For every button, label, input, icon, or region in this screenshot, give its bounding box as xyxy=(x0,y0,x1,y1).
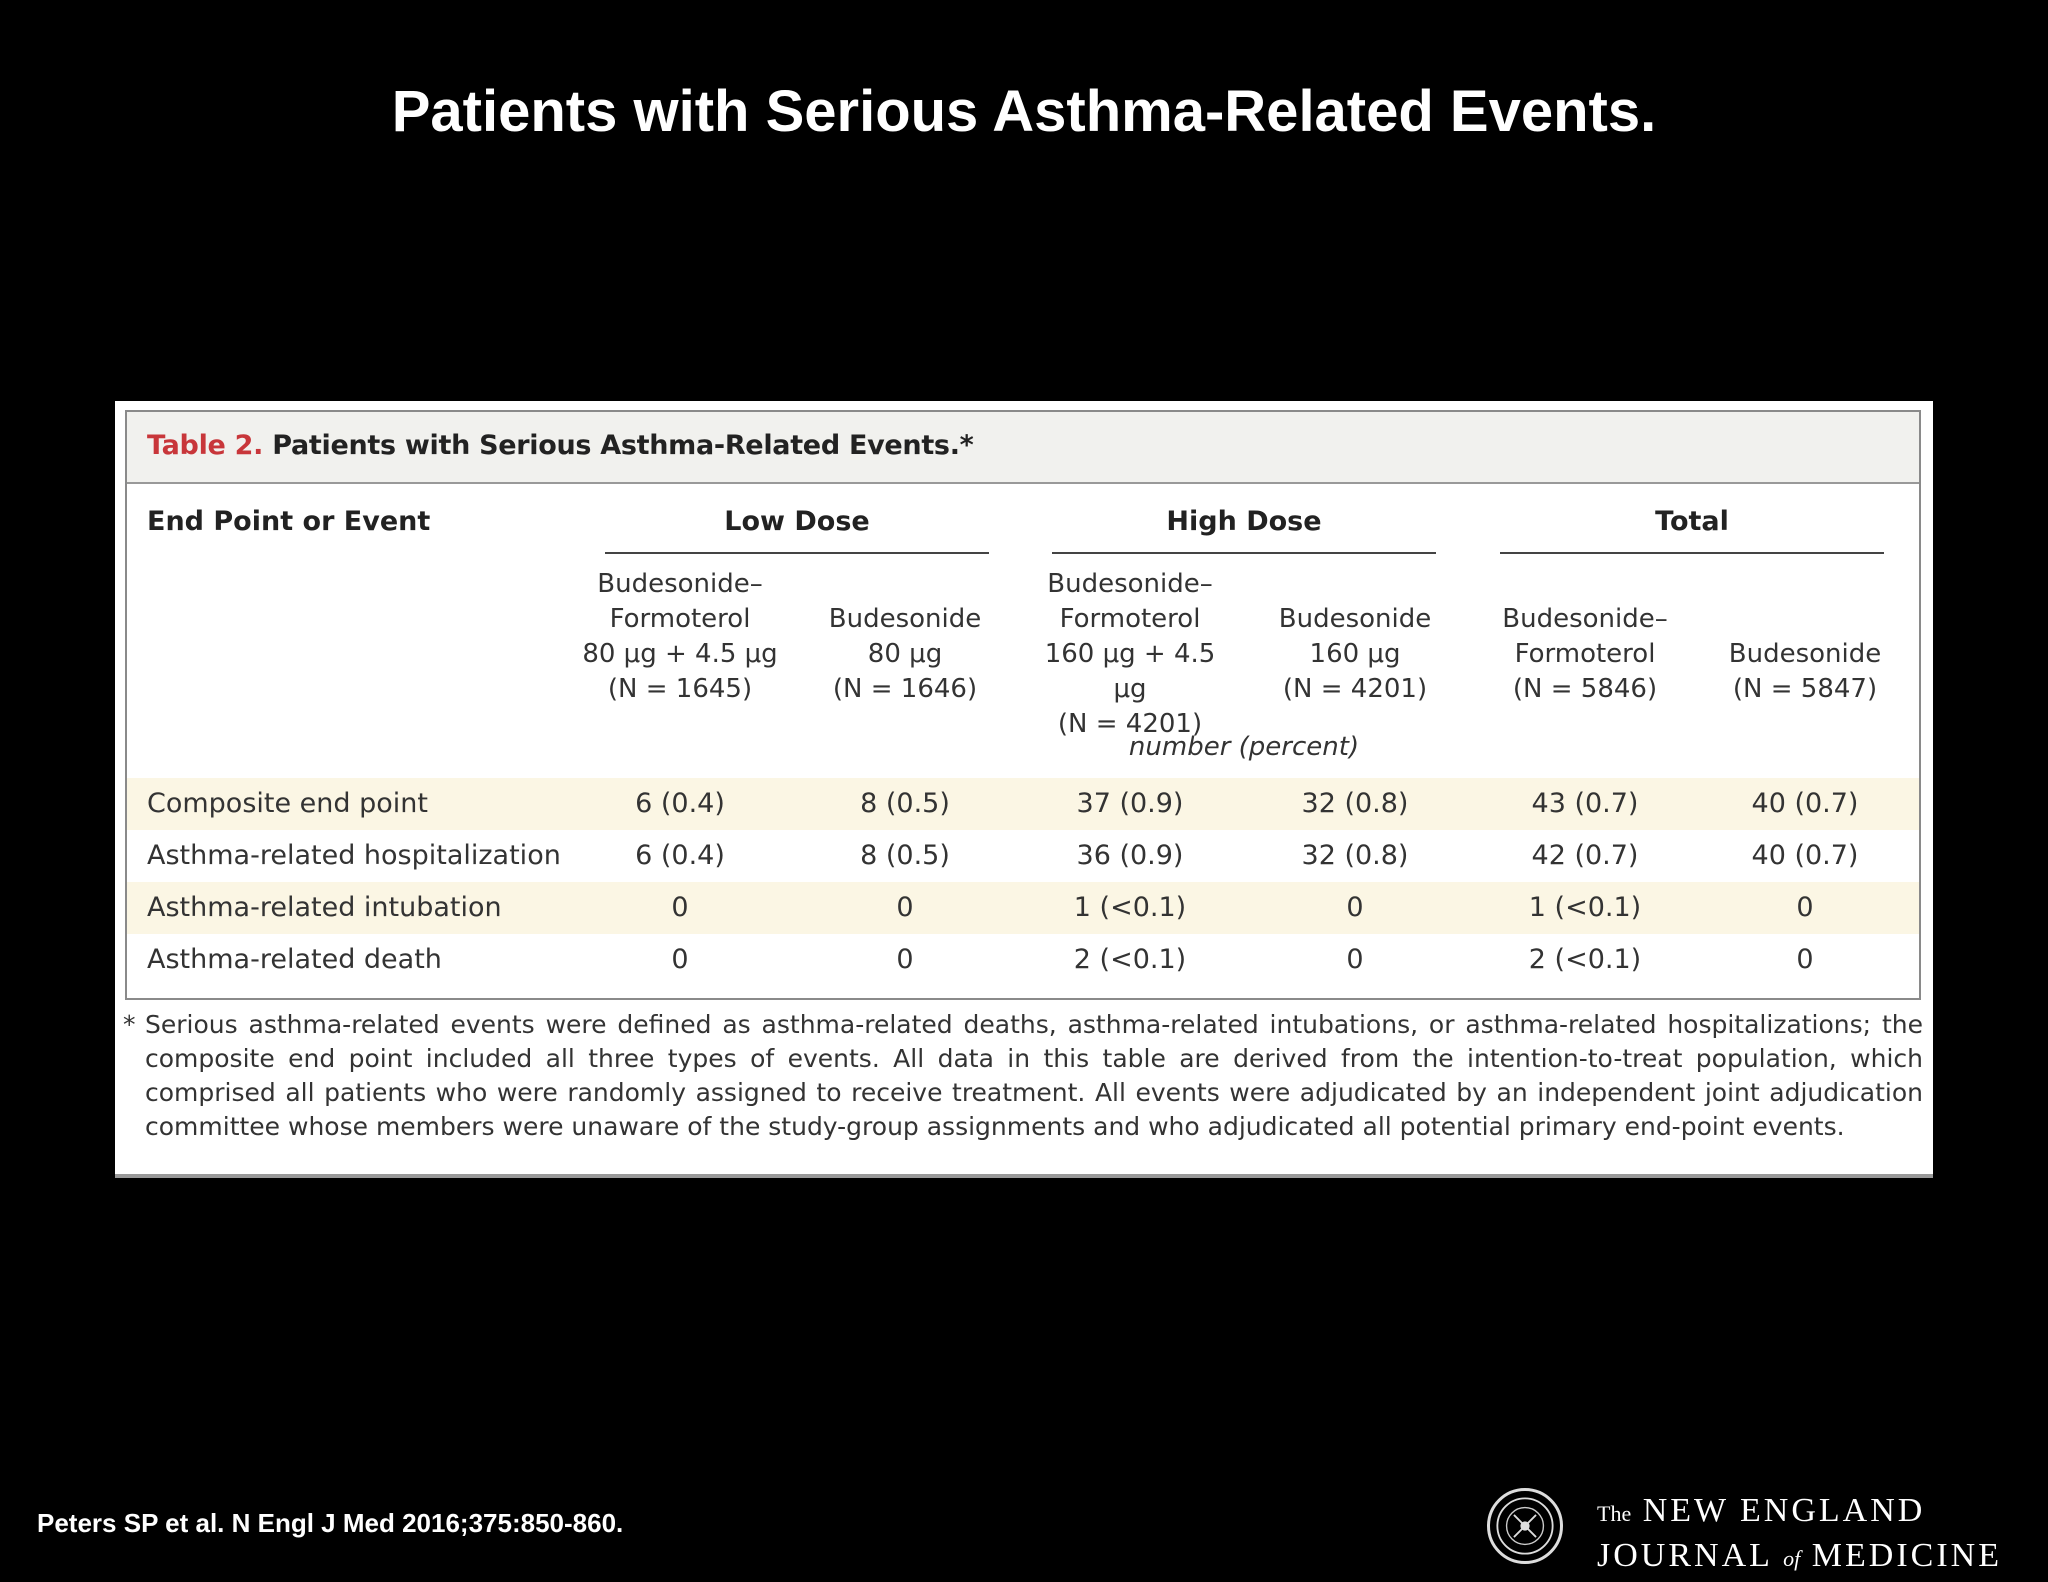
caption-title: Patients with Serious Asthma-Related Events.* xyxy=(263,430,974,461)
row-label: Asthma-related hospitalization xyxy=(147,840,561,871)
group-total: Total xyxy=(1655,506,1729,537)
table-cell: 40 (0.7) xyxy=(1751,840,1859,871)
journal-logo xyxy=(1597,1490,2002,1580)
row-label: Asthma-related death xyxy=(147,944,442,975)
bottom-rule xyxy=(115,1174,1933,1178)
table-cell: 40 (0.7) xyxy=(1751,788,1859,819)
caption-text xyxy=(147,430,973,461)
group-rule-total xyxy=(1500,552,1884,554)
table-cell: 0 xyxy=(1796,944,1814,975)
journal-line2a: JOURNAL xyxy=(1597,1537,1772,1574)
table-row xyxy=(127,882,1919,934)
table-cell: 36 (0.9) xyxy=(1076,840,1184,871)
table-cell: 1 (<0.1) xyxy=(1528,892,1642,923)
table-cell: 2 (<0.1) xyxy=(1073,944,1187,975)
row-label: Composite end point xyxy=(147,788,428,819)
table-row xyxy=(127,934,1919,986)
data-table xyxy=(125,410,1921,1000)
table-cell: 32 (0.8) xyxy=(1301,840,1409,871)
journal-seal-icon xyxy=(1487,1488,1563,1564)
table-cell: 42 (0.7) xyxy=(1531,840,1639,871)
footnote-text: Serious asthma-related events were defined as asthma-related deaths, asthma-related intubations, or asthma-related hospitalizations; the composite end point included all three types of events. All data in this table are derived from the intention-to-treat population, which comprised all patients who were randomly assigned to receive treatment. All events were adjudicated by an independent joint adjudication committee whose members were unaware of the study-group assignments and who adjudicated all potential primary end-point events. xyxy=(145,1010,1923,1141)
group-rule-low xyxy=(605,552,989,554)
table-cell: 0 xyxy=(1346,944,1364,975)
table-cell: 0 xyxy=(896,892,914,923)
journal-of: of xyxy=(1783,1546,1801,1571)
table-cell: 37 (0.9) xyxy=(1076,788,1184,819)
table-caption xyxy=(127,412,1919,484)
table-row xyxy=(127,778,1919,830)
table-cell: 6 (0.4) xyxy=(635,840,725,871)
column-header: Budesonide 160 μg (N = 4201) xyxy=(1278,604,1432,704)
table-figure xyxy=(115,401,1933,1178)
column-header: Budesonide 80 μg (N = 1646) xyxy=(828,604,982,704)
column-header: Budesonide– Formoterol 160 μg + 4.5 μg (N = 4201) xyxy=(1044,569,1216,739)
table-cell: 0 xyxy=(671,892,689,923)
column-header: Budesonide– Formoterol (N = 5846) xyxy=(1502,604,1668,704)
table-cell: 2 (<0.1) xyxy=(1528,944,1642,975)
row-header: End Point or Event xyxy=(147,506,431,537)
journal-line2b: MEDICINE xyxy=(1811,1537,2002,1574)
row-label: Asthma-related intubation xyxy=(147,892,502,923)
table-cell: 0 xyxy=(1796,892,1814,923)
table-cell: 1 (<0.1) xyxy=(1073,892,1187,923)
footnote-mark: * xyxy=(123,1010,136,1039)
table-cell: 8 (0.5) xyxy=(860,840,950,871)
group-rule-high xyxy=(1052,552,1436,554)
table-footnote xyxy=(123,1008,1923,1144)
table-cell: 43 (0.7) xyxy=(1531,788,1639,819)
unit-label: number (percent) xyxy=(1128,732,1360,762)
caption-label: Table 2. xyxy=(147,430,264,461)
table-cell: 0 xyxy=(896,944,914,975)
citation: Peters SP et al. N Engl J Med 2016;375:850-860. xyxy=(37,1508,624,1538)
group-high-dose: High Dose xyxy=(1166,506,1322,537)
column-header: Budesonide (N = 5847) xyxy=(1728,639,1882,704)
table-cell: 6 (0.4) xyxy=(635,788,725,819)
table-cell: 0 xyxy=(1346,892,1364,923)
column-header: Budesonide– Formoterol 80 μg + 4.5 μg (N = 1645) xyxy=(582,569,778,704)
table-row xyxy=(127,830,1919,882)
table-cell: 32 (0.8) xyxy=(1301,788,1409,819)
journal-line1: NEW ENGLAND xyxy=(1642,1492,1926,1529)
journal-the: The xyxy=(1597,1501,1632,1526)
slide-title: Patients with Serious Asthma-Related Events. xyxy=(391,79,1657,144)
group-low-dose: Low Dose xyxy=(724,506,870,537)
table-cell: 0 xyxy=(671,944,689,975)
table-cell: 8 (0.5) xyxy=(860,788,950,819)
